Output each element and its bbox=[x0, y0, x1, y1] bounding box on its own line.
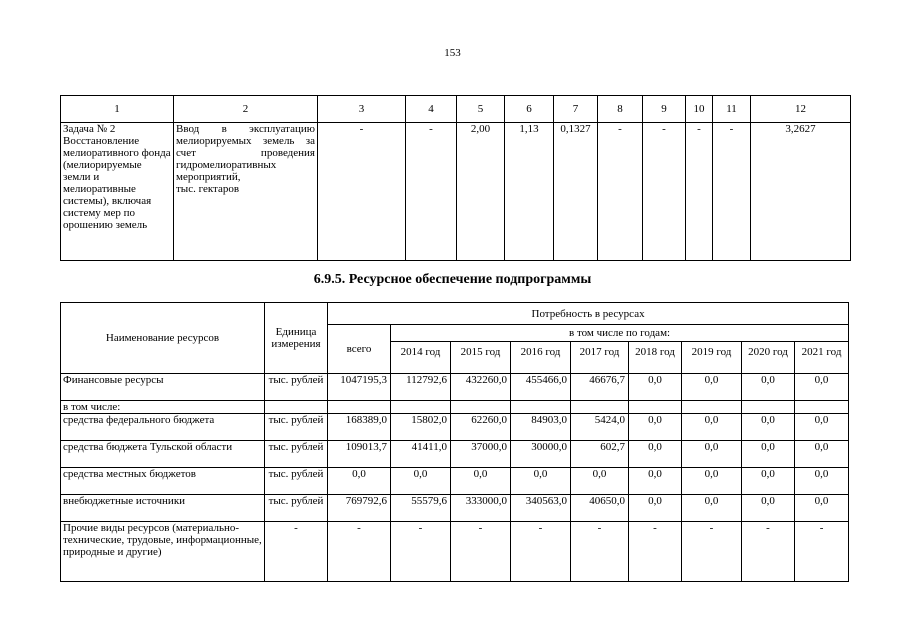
resource-total: 109013,7 bbox=[328, 441, 391, 468]
resource-value: 0,0 bbox=[682, 495, 742, 522]
resource-total: 168389,0 bbox=[328, 414, 391, 441]
column-number: 4 bbox=[406, 96, 457, 123]
column-number: 9 bbox=[643, 96, 686, 123]
column-number: 5 bbox=[457, 96, 505, 123]
table-row bbox=[61, 495, 849, 522]
value-cell: - bbox=[686, 123, 713, 261]
resource-unit: тыс. рублей bbox=[265, 495, 328, 522]
table-row bbox=[61, 522, 849, 582]
column-number: 7 bbox=[554, 96, 598, 123]
resource-value: 112792,6 bbox=[391, 374, 451, 401]
page-number: 153 bbox=[444, 47, 461, 59]
subheader-including: в том числе: bbox=[61, 401, 265, 414]
indicator-cell bbox=[174, 123, 318, 261]
year-header: 2019 год bbox=[682, 342, 742, 374]
resource-total: 0,0 bbox=[328, 468, 391, 495]
resource-value: 0,0 bbox=[629, 468, 682, 495]
column-number: 1 bbox=[61, 96, 174, 123]
year-header: 2018 год bbox=[629, 342, 682, 374]
resource-value: 0,0 bbox=[629, 441, 682, 468]
resource-value: 0,0 bbox=[795, 374, 849, 401]
value-cell: 3,2627 bbox=[751, 123, 851, 261]
resource-value: 0,0 bbox=[511, 468, 571, 495]
resource-value: - bbox=[682, 522, 742, 582]
resource-value: 0,0 bbox=[391, 468, 451, 495]
resource-table bbox=[60, 302, 849, 582]
value-cell: - bbox=[713, 123, 751, 261]
resource-value: 0,0 bbox=[629, 374, 682, 401]
year-header: 2017 год bbox=[571, 342, 629, 374]
table-row bbox=[61, 374, 849, 401]
resource-unit: тыс. рублей bbox=[265, 468, 328, 495]
resource-value: 15802,0 bbox=[391, 414, 451, 441]
resource-value: 340563,0 bbox=[511, 495, 571, 522]
resource-name: средства федерального бюджета bbox=[61, 414, 265, 441]
resource-value: 0,0 bbox=[795, 414, 849, 441]
col-need-header: Потребность в ресурсах bbox=[328, 303, 849, 325]
resource-unit: тыс. рублей bbox=[265, 441, 328, 468]
column-number: 11 bbox=[713, 96, 751, 123]
resource-value: 0,0 bbox=[682, 374, 742, 401]
resource-value: - bbox=[795, 522, 849, 582]
resource-value: 602,7 bbox=[571, 441, 629, 468]
resource-value: 0,0 bbox=[682, 468, 742, 495]
resource-value: - bbox=[629, 522, 682, 582]
resource-value: 0,0 bbox=[795, 441, 849, 468]
resource-value: - bbox=[391, 522, 451, 582]
table-row bbox=[61, 123, 851, 261]
column-number: 3 bbox=[318, 96, 406, 123]
table-row bbox=[61, 401, 849, 414]
resource-total: - bbox=[328, 522, 391, 582]
resource-value: 0,0 bbox=[571, 468, 629, 495]
year-header: 2015 год bbox=[451, 342, 511, 374]
resource-unit: - bbox=[265, 522, 328, 582]
resource-value: 0,0 bbox=[629, 495, 682, 522]
resource-name: средства местных бюджетов bbox=[61, 468, 265, 495]
year-header: 2014 год bbox=[391, 342, 451, 374]
column-number: 10 bbox=[686, 96, 713, 123]
resource-value: 62260,0 bbox=[451, 414, 511, 441]
value-cell: 2,00 bbox=[457, 123, 505, 261]
resource-value: - bbox=[742, 522, 795, 582]
resource-name: Финансовые ресурсы bbox=[61, 374, 265, 401]
col-name-header: Наименование ресурсов bbox=[61, 303, 265, 374]
col-unit-header: Единица измерения bbox=[265, 303, 328, 374]
resource-value: 0,0 bbox=[742, 495, 795, 522]
resource-value: - bbox=[511, 522, 571, 582]
section-heading: 6.9.5. Ресурсное обеспечение подпрограммы bbox=[313, 272, 592, 287]
resource-name: средства бюджета Тульской области bbox=[61, 441, 265, 468]
resource-header-row bbox=[61, 303, 849, 325]
value-cell: - bbox=[598, 123, 643, 261]
year-header: 2016 год bbox=[511, 342, 571, 374]
resource-value: 0,0 bbox=[742, 414, 795, 441]
resource-unit: тыс. рублей bbox=[265, 414, 328, 441]
resource-value: 0,0 bbox=[795, 468, 849, 495]
resource-value: 0,0 bbox=[682, 414, 742, 441]
value-cell: - bbox=[406, 123, 457, 261]
task-table-header-row bbox=[61, 96, 851, 123]
value-cell: - bbox=[643, 123, 686, 261]
resource-value: 37000,0 bbox=[451, 441, 511, 468]
resource-unit: тыс. рублей bbox=[265, 374, 328, 401]
year-header: 2021 год bbox=[795, 342, 849, 374]
task-description: Задача № 2 Восстановление мелиоративного фонда (мелиорируемые земли и мелиоративные системы), включая систему мер по орошению земель bbox=[61, 123, 174, 261]
task-indicators-table bbox=[60, 95, 851, 261]
year-header: 2020 год bbox=[742, 342, 795, 374]
resource-total: 769792,6 bbox=[328, 495, 391, 522]
resource-name: внебюджетные источники bbox=[61, 495, 265, 522]
resource-value: 0,0 bbox=[742, 441, 795, 468]
col-by-years-header: в том числе по годам: bbox=[391, 325, 849, 342]
column-number: 12 bbox=[751, 96, 851, 123]
value-cell: - bbox=[318, 123, 406, 261]
table-row bbox=[61, 468, 849, 495]
value-cell: 0,1327 bbox=[554, 123, 598, 261]
resource-value: 30000,0 bbox=[511, 441, 571, 468]
indicator-unit: тыс. гектаров bbox=[176, 183, 240, 195]
table-row bbox=[61, 441, 849, 468]
resource-value: 0,0 bbox=[451, 468, 511, 495]
table-row bbox=[61, 414, 849, 441]
resource-value: 0,0 bbox=[742, 374, 795, 401]
resource-value: 5424,0 bbox=[571, 414, 629, 441]
resource-value: 333000,0 bbox=[451, 495, 511, 522]
value-cell: 1,13 bbox=[505, 123, 554, 261]
resource-value: 46676,7 bbox=[571, 374, 629, 401]
resource-value: 0,0 bbox=[682, 441, 742, 468]
resource-value: 41411,0 bbox=[391, 441, 451, 468]
column-number: 2 bbox=[174, 96, 318, 123]
resource-value: 55579,6 bbox=[391, 495, 451, 522]
resource-value: 432260,0 bbox=[451, 374, 511, 401]
resource-name: Прочие виды ресурсов (материально-технические, трудовые, информационные, природные и другие) bbox=[61, 522, 265, 582]
column-number: 8 bbox=[598, 96, 643, 123]
column-number: 6 bbox=[505, 96, 554, 123]
resource-value: 455466,0 bbox=[511, 374, 571, 401]
resource-value: 0,0 bbox=[795, 495, 849, 522]
resource-total: 1047195,3 bbox=[328, 374, 391, 401]
col-total-header: всего bbox=[328, 325, 391, 374]
resource-value: 40650,0 bbox=[571, 495, 629, 522]
resource-value: 0,0 bbox=[742, 468, 795, 495]
resource-value: 84903,0 bbox=[511, 414, 571, 441]
resource-value: - bbox=[451, 522, 511, 582]
resource-value: 0,0 bbox=[629, 414, 682, 441]
indicator-description: Ввод в эксплуатацию мелиорируемых земель за счет проведения гидромелиоративных мероприятий, bbox=[176, 123, 315, 183]
resource-value: - bbox=[571, 522, 629, 582]
